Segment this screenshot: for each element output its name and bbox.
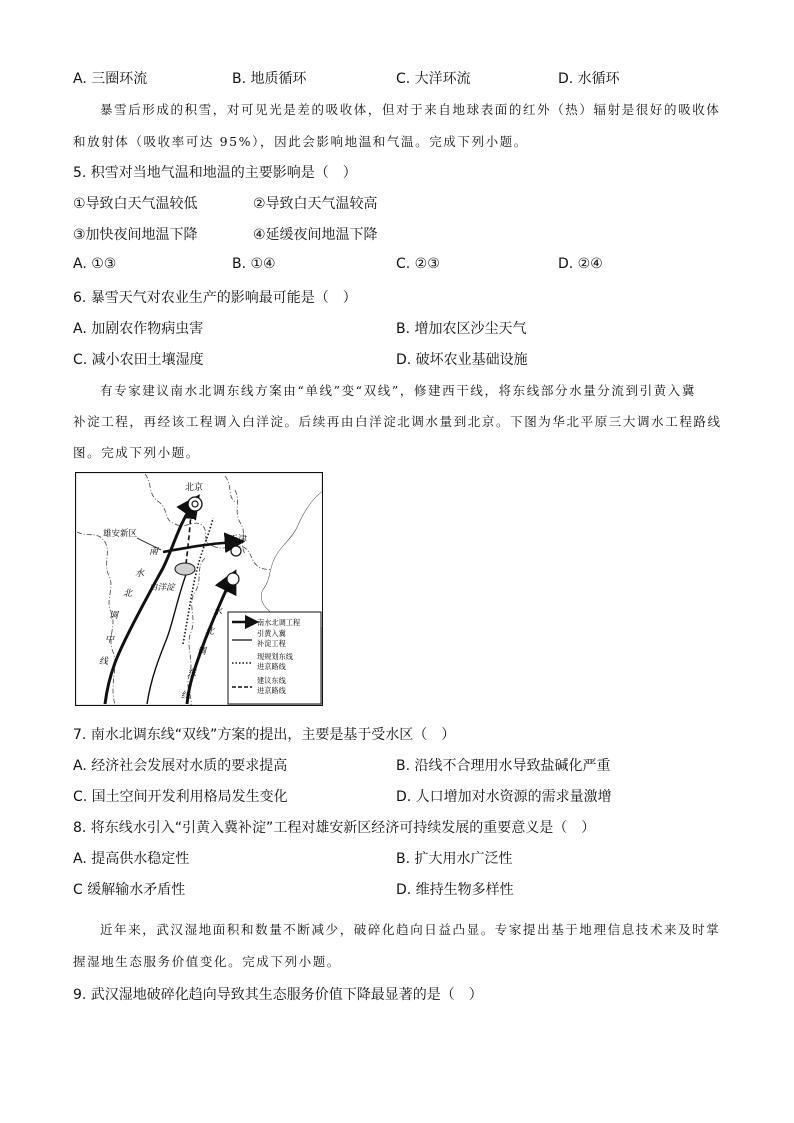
q5-option-d: D. ②④ xyxy=(558,256,603,272)
q7-stem: 7. 南水北调东线“双线”方案的提出，主要是基于受水区（ ） xyxy=(73,727,456,743)
legend-label-3a: 现规划东线 xyxy=(257,652,293,661)
legend-label-3b: 进京路线 xyxy=(257,662,286,671)
label-xiongan: 雄安新区 xyxy=(103,529,138,539)
water-diversion-map xyxy=(75,472,323,706)
passage1-line1: 暴雪后形成的积雪，对可见光是差的吸收体，但对于来自地球表面的红外（热）辐射是很好的吸收体 xyxy=(100,102,721,117)
east-route-char-3: 北 xyxy=(205,627,215,637)
passage3-line2: 握湿地生态服务价值变化。完成下列小题。 xyxy=(73,954,341,969)
q5-statement-3: ③加快夜间地温下降 xyxy=(73,227,198,243)
q5-option-c: C. ②③ xyxy=(396,256,440,272)
middle-route-char-2: 水 xyxy=(135,569,145,579)
tianjin-marker xyxy=(231,546,241,556)
east-route-char-2: 水 xyxy=(213,607,223,617)
q6-option-b: B. 增加农区沙尘天气 xyxy=(396,321,527,337)
legend-label-4a: 建议东线 xyxy=(257,676,286,685)
passage3-line1: 近年来，武汉湿地面积和数量不断减少，破碎化趋向日益凸显。专家提出基于地理信息技术来及时掌 xyxy=(100,922,721,937)
middle-route-char-6: 线 xyxy=(99,657,109,667)
q8-stem: 8. 将东线水引入“引黄入冀补淀”工程对雄安新区经济可持续发展的重要意义是（ ） xyxy=(73,820,596,836)
middle-route-char-5: 中 xyxy=(105,635,115,645)
q7-option-a: A. 经济社会发展对水质的要求提高 xyxy=(73,758,288,774)
q8-option-a: A. 提高供水稳定性 xyxy=(73,851,190,867)
east-route-char-4: 调 xyxy=(197,647,207,657)
east-route-char-5: 东 xyxy=(187,669,197,679)
q6-option-a: A. 加剧农作物病虫害 xyxy=(73,321,204,337)
q4-option-d: D. 水循环 xyxy=(558,71,620,87)
passage2-line1: 有专家建议南水北调东线方案由“单线”变“双线”，修建西干线，将东线部分水量分流到引黄入冀 xyxy=(100,383,696,398)
q6-stem: 6. 暴雪天气对农业生产的影响最可能是（ ） xyxy=(73,290,357,306)
east-route-char-1: 南 xyxy=(223,585,233,595)
q7-option-b: B. 沿线不合理用水导致盐碱化严重 xyxy=(396,758,611,774)
label-baiyangdian: 白洋淀 xyxy=(149,583,175,593)
passage2-line2: 补淀工程，再经该工程调入白洋淀。后续再由白洋淀北调水量到北京。下图为华北平原三大调水工程路线 xyxy=(73,414,722,429)
q5-statement-1: ①导致白天气温较低 xyxy=(73,196,198,212)
q5-stem: 5. 积雪对当地气温和地温的主要影响是（ ） xyxy=(73,165,357,181)
map-legend xyxy=(228,612,321,704)
middle-route-char-3: 北 xyxy=(123,589,133,599)
legend-label-1: 南水北调工程 xyxy=(257,618,301,627)
q4-option-c: C. 大洋环流 xyxy=(396,71,471,87)
q7-option-c: C. 国土空间开发利用格局发生变化 xyxy=(73,789,288,805)
legend-label-2a: 引黄入冀 xyxy=(257,629,286,638)
q5-option-b: B. ①④ xyxy=(232,256,276,272)
q4-option-b: B. 地质循环 xyxy=(232,71,307,87)
q6-option-d: D. 破坏农业基础设施 xyxy=(396,352,528,368)
legend-label-2b: 补淀工程 xyxy=(257,639,286,648)
q8-option-c: C 缓解输水矛盾性 xyxy=(73,882,186,898)
q5-option-a: A. ①③ xyxy=(73,256,117,272)
q5-statement-2: ②导致白天气温较高 xyxy=(253,196,378,212)
middle-route-char-1: 南 xyxy=(149,547,159,557)
legend-label-4b: 进京路线 xyxy=(257,686,286,695)
q5-statement-4: ④延缓夜间地温下降 xyxy=(253,227,378,243)
passage1-line2: 和放射体（吸收率可达 95%），因此会影响地温和气温。完成下列小题。 xyxy=(73,134,528,149)
q6-option-c: C. 减小农田土壤湿度 xyxy=(73,352,204,368)
label-tianjin: 天津 xyxy=(229,535,248,545)
middle-route-char-4: 调 xyxy=(109,611,119,621)
beijing-marker xyxy=(188,497,202,511)
baiyangdian-lake xyxy=(175,563,195,575)
q4-option-a: A. 三圈环流 xyxy=(73,71,148,87)
q8-option-b: B. 扩大用水广泛性 xyxy=(396,851,513,867)
east-route-char-6: 线 xyxy=(181,691,191,701)
east-route-node xyxy=(227,573,239,585)
label-beijing: 北京 xyxy=(185,483,204,493)
q9-stem: 9. 武汉湿地破碎化趋向导致其生态服务价值下降最显著的是（ ） xyxy=(73,987,483,1003)
q8-option-d: D. 维持生物多样性 xyxy=(396,882,514,898)
q7-option-d: D. 人口增加对水资源的需求量激增 xyxy=(396,789,612,805)
passage2-line3: 图。完成下列小题。 xyxy=(73,445,200,460)
